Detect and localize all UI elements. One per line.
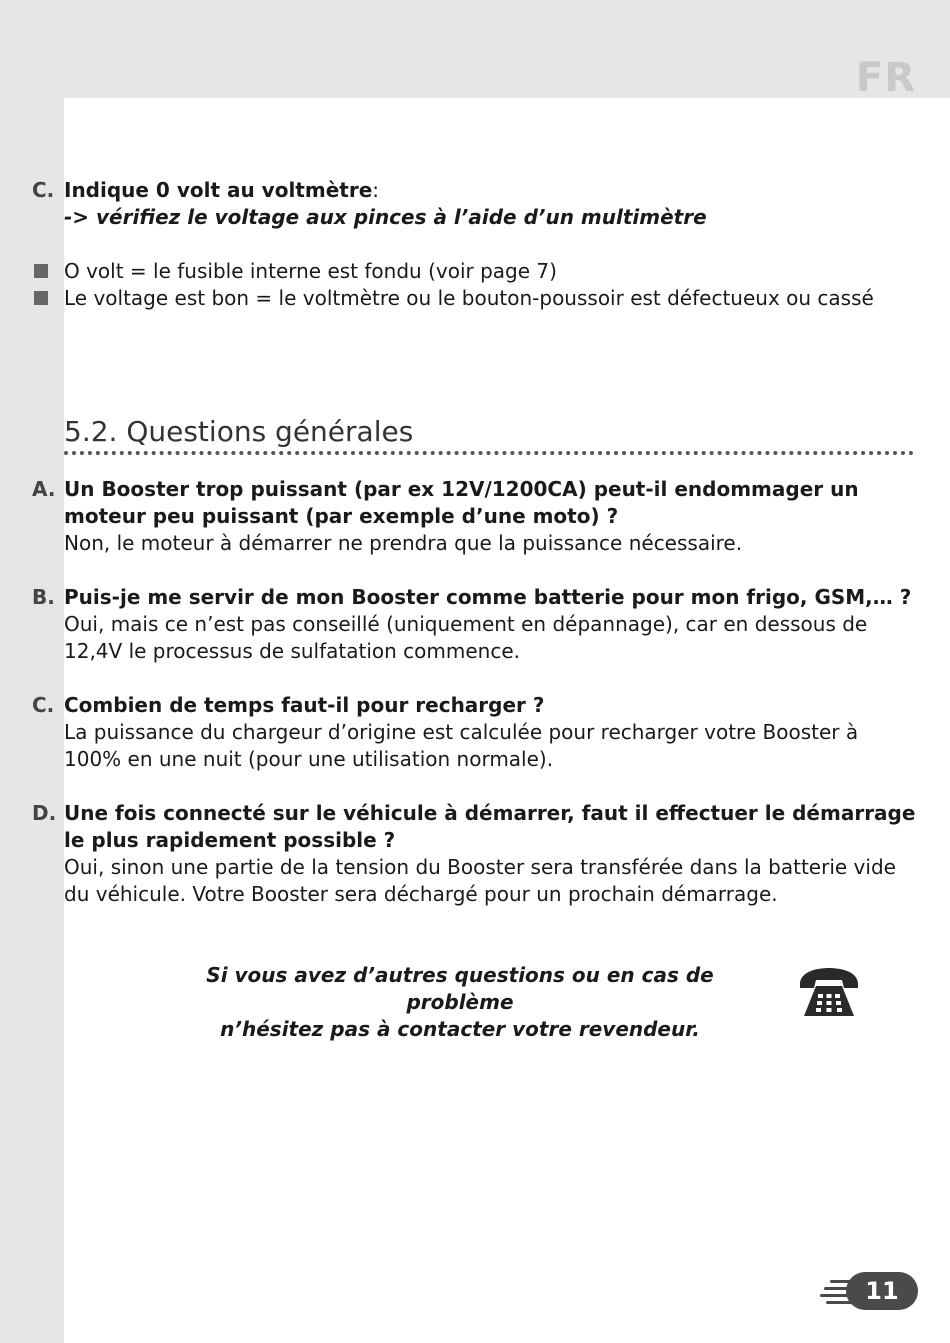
language-tag: FR <box>855 55 916 101</box>
left-margin-band <box>0 98 64 1343</box>
telephone-icon <box>796 966 862 1020</box>
bullet-item: Le voltage est bon = le voltmètre ou le bouton-poussoir est défectueux ou cassé <box>64 286 874 310</box>
faq-answer: La puissance du chargeur d’origine est calculée pour recharger votre Booster à 100% en une nuit (pour une utilisation normale). <box>64 720 859 771</box>
faq-question: Combien de temps faut-il pour recharger ? <box>64 693 545 717</box>
header-band <box>0 0 950 101</box>
intro-title-suffix: : <box>372 178 380 202</box>
faq-item <box>64 476 918 557</box>
intro-block <box>64 177 918 231</box>
closing-note <box>150 962 770 1043</box>
intro-instruction: -> vérifiez le voltage aux pinces à l’aide d’un multimètre <box>64 205 707 229</box>
faq-marker: C. <box>32 693 55 717</box>
page-number: 11 <box>865 1277 899 1305</box>
faq-question: Puis-je me servir de mon Booster comme batterie pour mon frigo, GSM,… ? <box>64 585 912 609</box>
bullet-square-icon <box>34 264 48 278</box>
bullet-item: O volt = le fusible interne est fondu (voir page 7) <box>64 259 557 283</box>
intro-marker: C. <box>32 178 55 202</box>
intro-title: Indique 0 volt au voltmètre <box>64 178 373 202</box>
faq-marker: B. <box>32 585 55 609</box>
closing-line-1: Si vous avez d’autres questions ou en cas de problème <box>206 963 714 1014</box>
faq-marker: D. <box>32 801 57 825</box>
faq-question: Une fois connecté sur le véhicule à démarrer, faut il effectuer le démarrage le plus rapidement possible ? <box>64 801 916 852</box>
section-title: 5.2. Questions générales <box>64 415 414 448</box>
page-number-badge <box>820 1272 918 1310</box>
closing-line-2: n’hésitez pas à contacter votre revendeur. <box>220 1017 700 1041</box>
faq-question: Un Booster trop puissant (par ex 12V/1200CA) peut-il endommager un moteur peu puissant (par exemple d’une moto) ? <box>64 477 859 528</box>
faq-marker: A. <box>32 477 56 501</box>
faq-item <box>64 800 918 908</box>
faq-answer: Non, le moteur à démarrer ne prendra que la puissance nécessaire. <box>64 531 743 555</box>
faq-item <box>64 584 918 665</box>
faq-answer: Oui, mais ce n’est pas conseillé (uniquement en dépannage), car en dessous de 12,4V le processus de sulfatation commence. <box>64 612 868 663</box>
dotted-divider <box>64 451 914 455</box>
faq-item <box>64 692 918 773</box>
bullet-square-icon <box>34 291 48 305</box>
faq-answer: Oui, sinon une partie de la tension du Booster sera transférée dans la batterie vide du véhicule. Votre Booster sera déchargé pour un prochain démarrage. <box>64 855 896 906</box>
